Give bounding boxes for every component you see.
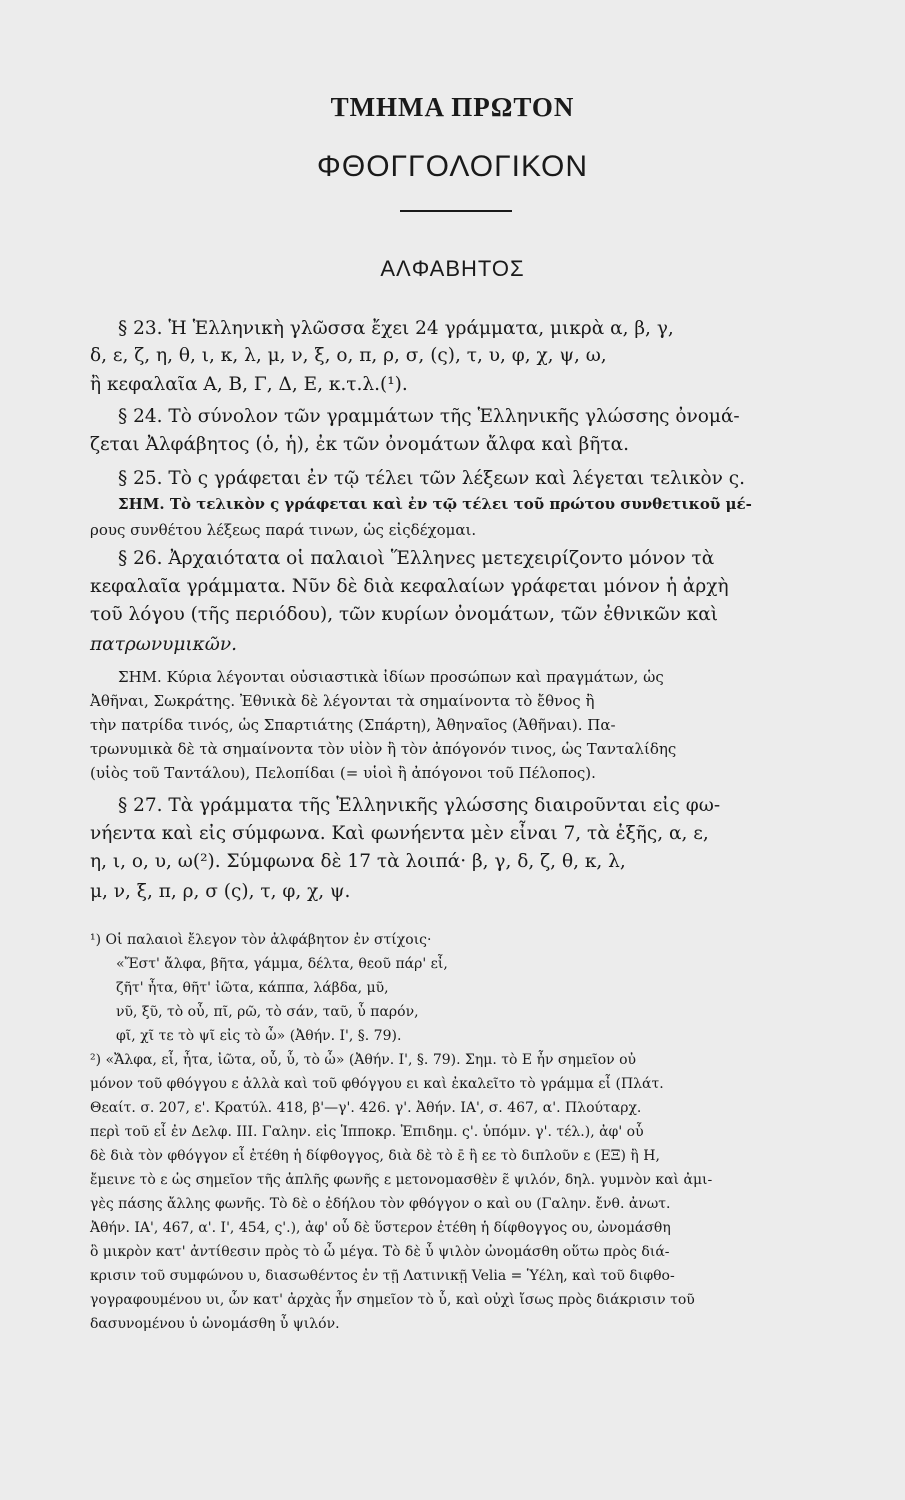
text-line: δ, ε, ζ, η, θ, ι, κ, λ, μ, ν, ξ, ο, π, ρ, σ, (ς), τ, υ, φ, χ, ψ, ω, (90, 345, 607, 366)
text-line: § 25. Τὸ ς γράφεται ἐν τῷ τέλει τῶν λέξεων καὶ λέγεται τελικὸν ς. (118, 468, 745, 489)
footnote-line: μόνον τοῦ φθόγγου ε ἀλλὰ καὶ τοῦ φθόγγου ει καὶ ἐκαλεῖτο τὸ γράμμα εἶ (Πλάτ. (90, 1076, 664, 1092)
footnote-line: δὲ διὰ τὸν φθόγγον εἶ ἐτέθη ἡ δίφθογγος, διὰ δὲ τὸ ε̄ ἢ εε τὸ διπλοῦν ε (ΕΞ) ἢ Η, (90, 1148, 660, 1164)
note-line: Ἀθῆναι, Σωκράτης. Ἐθνικὰ δὲ λέγονται τὰ σημαίνοντα τὸ ἔθνος ἢ (90, 692, 595, 710)
note-line: ΣΗΜ. Τὸ τελικὸν ς γράφεται καὶ ἐν τῷ τέλει τοῦ πρώτου συνθετικοῦ μέ- (118, 495, 752, 513)
text-line: μ, ν, ξ, π, ρ, σ (ς), τ, φ, χ, ψ. (90, 881, 351, 902)
note-line: τρωνυμικὰ δὲ τὰ σημαίνοντα τὸν υἱὸν ἢ τὸν ἀπόγονόν τινος, ὡς Τανταλίδης (90, 740, 677, 758)
footnote-line: Ἀθήν. ΙΑ', 467, α'. Ι', 454, ς'.), ἀφ' οὗ δὲ ὕστερον ἐτέθη ἡ δίφθογγος ου, ὠνομάσθη (90, 1220, 671, 1236)
text-line: ἢ κεφαλαῖα Α, Β, Γ, Δ, Ε, κ.τ.λ.(¹). (90, 374, 408, 395)
text-line: τοῦ λόγου (τῆς περιόδου), τῶν κυρίων ὀνομάτων, τῶν ἐθνικῶν καὶ (90, 604, 719, 625)
text-line: πατρωνυμικῶν. (90, 634, 237, 655)
chapter-title: ΑΛΦΑΒΗΤΟΣ (380, 256, 525, 281)
footnote-line: «Ἔστ' ἄλφα, βῆτα, γάμμα, δέλτα, θεοῦ πάρ' εἶ, (116, 956, 448, 972)
footnote-line: ²) «Ἄλφα, εἶ, ἦτα, ἰῶτα, οὖ, ὖ, τὸ ὦ» (Ἀθήν. Ι', §. 79). Σημ. τὸ Ε ἦν σημεῖον οὐ (90, 1052, 637, 1068)
footnote-line: κρισιν τοῦ συμφώνου υ, διασωθέντος ἐν τῇ Λατινικῇ Velia = Ὑέλη, καὶ τοῦ διφθο- (90, 1268, 675, 1284)
footnote-line: Θεαίτ. σ. 207, ε'. Κρατύλ. 418, β'—γ'. 426. γ'. Ἀθήν. ΙΑ', σ. 467, α'. Πλούταρχ. (90, 1100, 642, 1116)
note-line: τὴν πατρίδα τινός, ὡς Σπαρτιάτης (Σπάρτη), Ἀθηναῖος (Ἀθῆναι). Πα- (90, 716, 616, 734)
footnote-line: νῦ, ξῦ, τὸ οὖ, πῖ, ρῶ, τὸ σάν, ταῦ, ὖ παρόν, (116, 1004, 419, 1020)
section-title: ΤΜΗΜΑ ΠΡΩΤΟΝ (330, 92, 575, 122)
text-line: νήεντα καὶ εἰς σύμφωνα. Καὶ φωνήεντα μὲν εἶναι 7, τὰ ἑξῆς, α, ε, (90, 823, 709, 844)
footnote-line: φῖ, χῖ τε τὸ ψῖ εἰς τὸ ὦ» (Ἀθήν. Ι', §. 79). (116, 1028, 402, 1044)
note-line: ρους συνθέτου λέξεως παρά τινων, ὡς εἰςδέχομαι. (90, 521, 477, 539)
footnote-line: ὃ μικρὸν κατ' ἀντίθεσιν πρὸς τὸ ὦ μέγα. Τὸ δὲ ὖ ψιλὸν ὠνομάσθη οὕτω πρὸς διά- (90, 1244, 670, 1260)
text-line: η, ι, ο, υ, ω(²). Σύμφωνα δὲ 17 τὰ λοιπά· β, γ, δ, ζ, θ, κ, λ, (90, 851, 626, 872)
title-divider (400, 210, 512, 212)
text-line: § 27. Τὰ γράμματα τῆς Ἑλληνικῆς γλώσσης διαιροῦνται εἰς φω- (118, 795, 721, 816)
footnote-line: δασυνομένου ὑ ὠνομάσθη ὖ ψιλόν. (90, 1316, 340, 1332)
note-line: ΣΗΜ. Κύρια λέγονται οὐσιαστικὰ ἰδίων προσώπων καὶ πραγμάτων, ὡς (118, 668, 664, 686)
text-line: § 23. Ἡ Ἑλληνικὴ γλῶσσα ἔχει 24 γράμματα, μικρὰ α, β, γ, (118, 318, 674, 339)
footnote-line: γογραφουμένου υι, ὧν κατ' ἀρχὰς ἦν σημεῖον τὸ ὖ, καὶ οὐχὶ ἴσως πρὸς διάκρισιν τοῦ (90, 1292, 695, 1308)
text-line: κεφαλαῖα γράμματα. Νῦν δὲ διὰ κεφαλαίων γράφεται μόνον ἡ ἀρχὴ (90, 576, 729, 597)
note-line: (υἱὸς τοῦ Ταντάλου), Πελοπίδαι (= υἱοὶ ἢ ἀπόγονοι τοῦ Πέλοπος). (90, 764, 596, 782)
text-line: § 24. Τὸ σύνολον τῶν γραμμάτων τῆς Ἑλληνικῆς γλώσσης ὀνομά- (118, 406, 740, 427)
footnote-line: περὶ τοῦ εἶ ἐν Δελφ. ΙΙΙ. Γαλην. εἰς Ἱπποκρ. Ἐπιδημ. ς'. ὑπόμν. γ'. τέλ.), ἀφ' οὗ (90, 1124, 644, 1140)
section-subtitle: ΦΘΟΓΓΟΛΟΓΙΚΟΝ (316, 150, 589, 183)
footnote-line: ἔμεινε τὸ ε ὡς σημεῖον τῆς ἁπλῆς φωνῆς ε μετονομασθὲν ε̃ ψιλόν, δηλ. γυμνὸν καὶ ἀμι- (90, 1172, 713, 1188)
footnote-line: ¹) Οἱ παλαιοὶ ἔλεγον τὸν ἀλφάβητον ἐν στίχοις· (90, 932, 432, 948)
footnote-line: γὲς πάσης ἄλλης φωνῆς. Τὸ δὲ ο ἐδήλου τὸν φθόγγον ο καὶ ου (Γαλην. ἔνθ. ἀνωτ. (90, 1196, 671, 1212)
text-line: § 26. Ἀρχαιότατα οἱ παλαιοὶ Ἕλληνες μετεχειρίζοντο μόνον τὰ (118, 548, 715, 569)
footnote-line: ζῆτ' ἦτα, θῆτ' ἰῶτα, κάππα, λάβδα, μῦ, (116, 980, 389, 996)
text-line: ζεται Ἀλφάβητος (ὁ, ἡ), ἐκ τῶν ὀνομάτων ἄλφα καὶ βῆτα. (90, 434, 630, 455)
